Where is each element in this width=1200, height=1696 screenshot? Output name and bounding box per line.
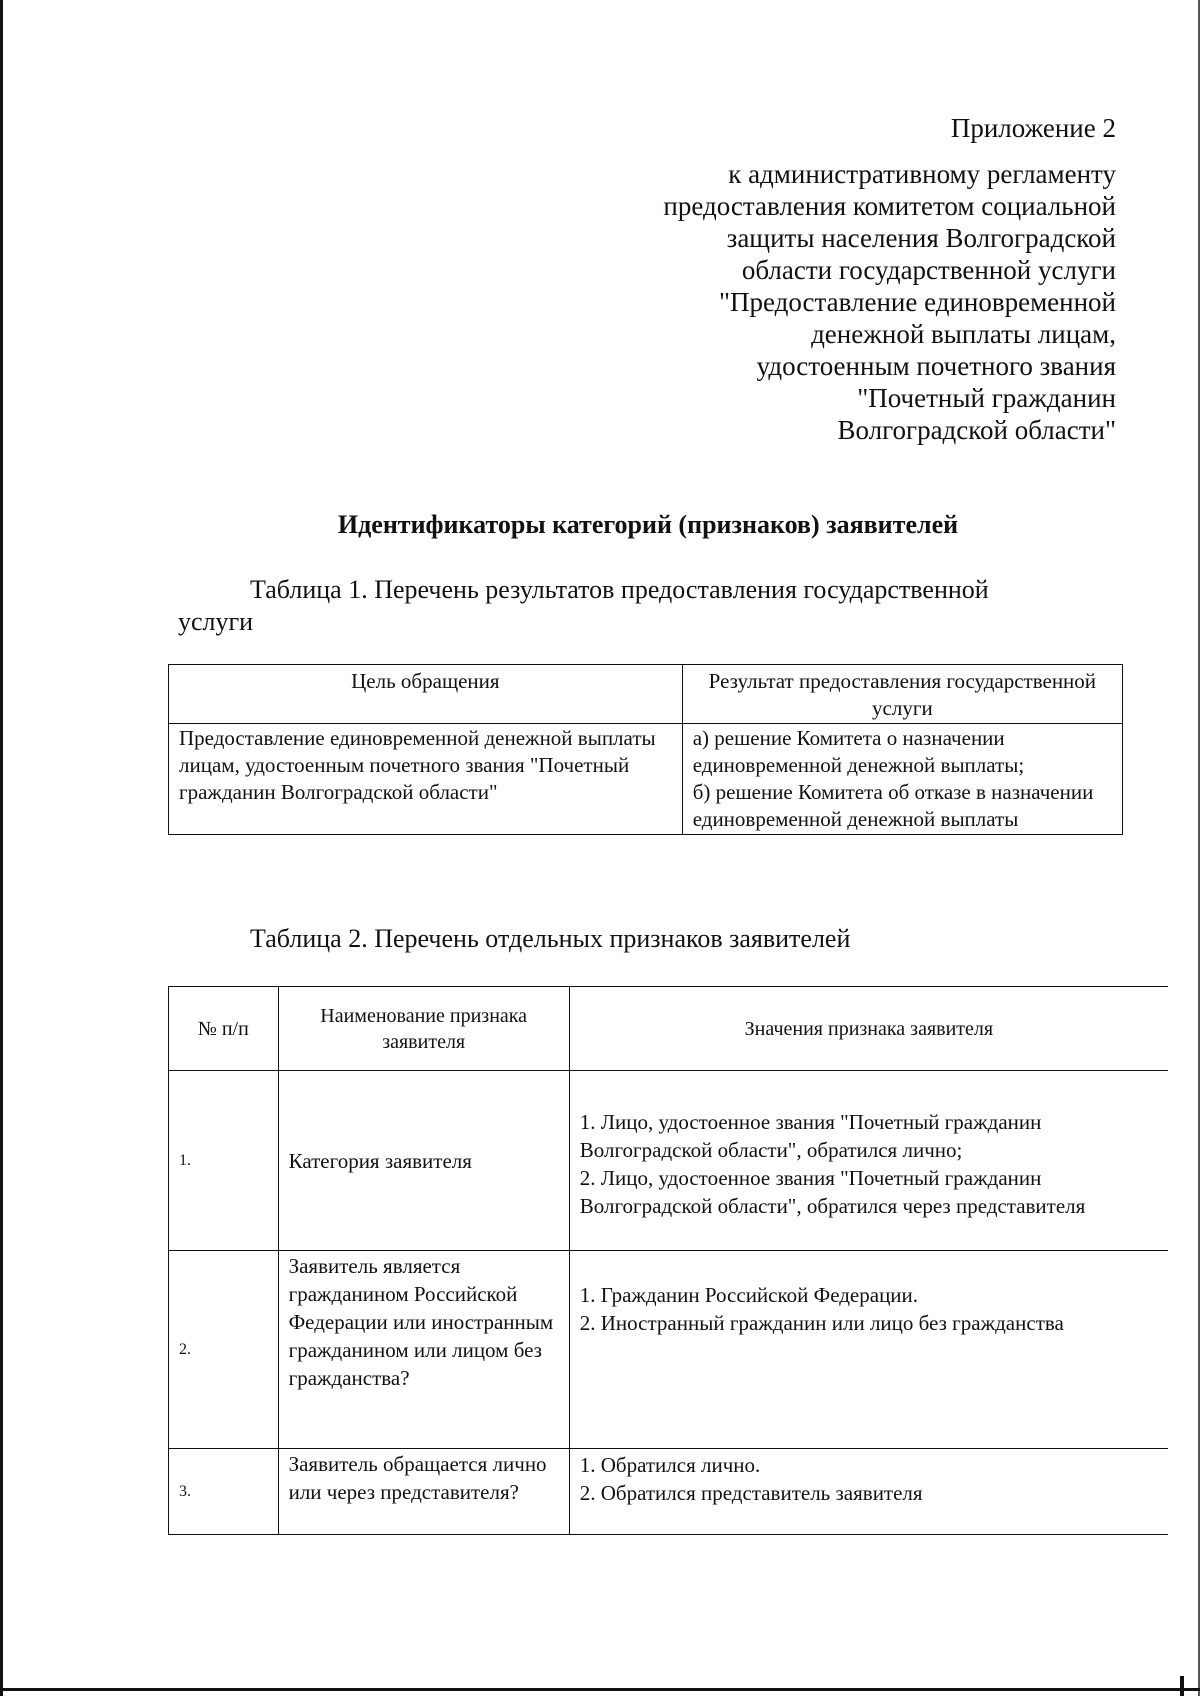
table-header-row (169, 987, 1169, 1071)
scan-border-bottom (0, 1688, 1200, 1691)
column-header-attribute-values: Значения признака заявителя (569, 987, 1168, 1071)
cell-attribute-values (569, 1449, 1168, 1535)
appendix-line: защиты населения Волгоградской (726, 223, 1116, 253)
table-header-row (169, 665, 1123, 724)
value-item: 2. Обратился представитель заявителя (579, 1481, 923, 1505)
table-row (169, 724, 1123, 835)
value-item: 1. Обратился лично. (579, 1453, 761, 1477)
value-item: 1. Лицо, удостоенное звания "Почетный гражданин Волгоградской области", обратился лично; (579, 1110, 1042, 1162)
appendix-line: к административному регламенту (728, 159, 1116, 189)
result-item-b: б) решение Комитета об отказе в назначении единовременной денежной выплаты (692, 780, 1094, 831)
cell-number: 3. (169, 1449, 279, 1535)
table-row (169, 1449, 1169, 1535)
appendix-number: Приложение 2 (950, 113, 1116, 143)
cell-attribute-values (569, 1251, 1168, 1449)
value-item: 1. Гражданин Российской Федерации. (579, 1283, 919, 1307)
cell-result (682, 724, 1122, 835)
cell-attribute-values (569, 1071, 1168, 1251)
appendix-line: предоставления комитетом социальной (663, 191, 1116, 221)
table1-caption (178, 574, 1078, 638)
table-row (169, 1071, 1169, 1251)
scan-mark (1180, 1676, 1184, 1696)
cell-attribute-name: Категория заявителя (278, 1071, 569, 1251)
appendix-line: удостоенным почетного звания (756, 351, 1116, 381)
appendix-line: области государственной услуги (741, 255, 1116, 285)
column-header-attribute-name: Наименование признака заявителя (278, 987, 569, 1071)
result-item-a: а) решение Комитета о назначении единовременной денежной выплаты; (692, 726, 1025, 777)
applicant-attributes-table (168, 986, 1168, 1535)
column-header-number: № п/п (169, 987, 279, 1071)
cell-number: 1. (169, 1071, 279, 1251)
value-item: 2. Иностранный гражданин или лицо без гражданства (579, 1311, 1064, 1335)
appendix-line: денежной выплаты лицам, (811, 319, 1116, 349)
document-heading: Идентификаторы категорий (признаков) заявителей (337, 510, 959, 539)
cell-number: 2. (169, 1251, 279, 1449)
table2-caption: Таблица 2. Перечень отдельных признаков заявителей (250, 924, 851, 953)
cell-purpose: Предоставление единовременной денежной выплаты лицам, удостоенным почетного звания "Почетный гражданин Волгоградской области" (169, 724, 683, 835)
column-header-result: Результат предоставления государственной услуги (682, 665, 1122, 724)
table-row (169, 1251, 1169, 1449)
cell-attribute-name: Заявитель является гражданином Российской Федерации или иностранным гражданином или лицом без гражданства? (278, 1251, 569, 1449)
cell-attribute-name: Заявитель обращается лично или через представителя? (278, 1449, 569, 1535)
results-table (168, 664, 1123, 835)
value-item: 2. Лицо, удостоенное звания "Почетный гражданин Волгоградской области", обратился через представителя (579, 1166, 1086, 1218)
scan-border-left (0, 0, 3, 1696)
appendix-line: Волгоградской области" (837, 415, 1116, 445)
table1-caption-line1: Таблица 1. Перечень результатов предоставления государственной (250, 575, 989, 604)
column-header-purpose: Цель обращения (169, 665, 683, 724)
appendix-line: "Почетный гражданин (857, 383, 1116, 413)
appendix-line: "Предоставление единовременной (718, 287, 1116, 317)
table1-caption-line2: услуги (178, 607, 254, 636)
appendix-block (556, 112, 1116, 446)
